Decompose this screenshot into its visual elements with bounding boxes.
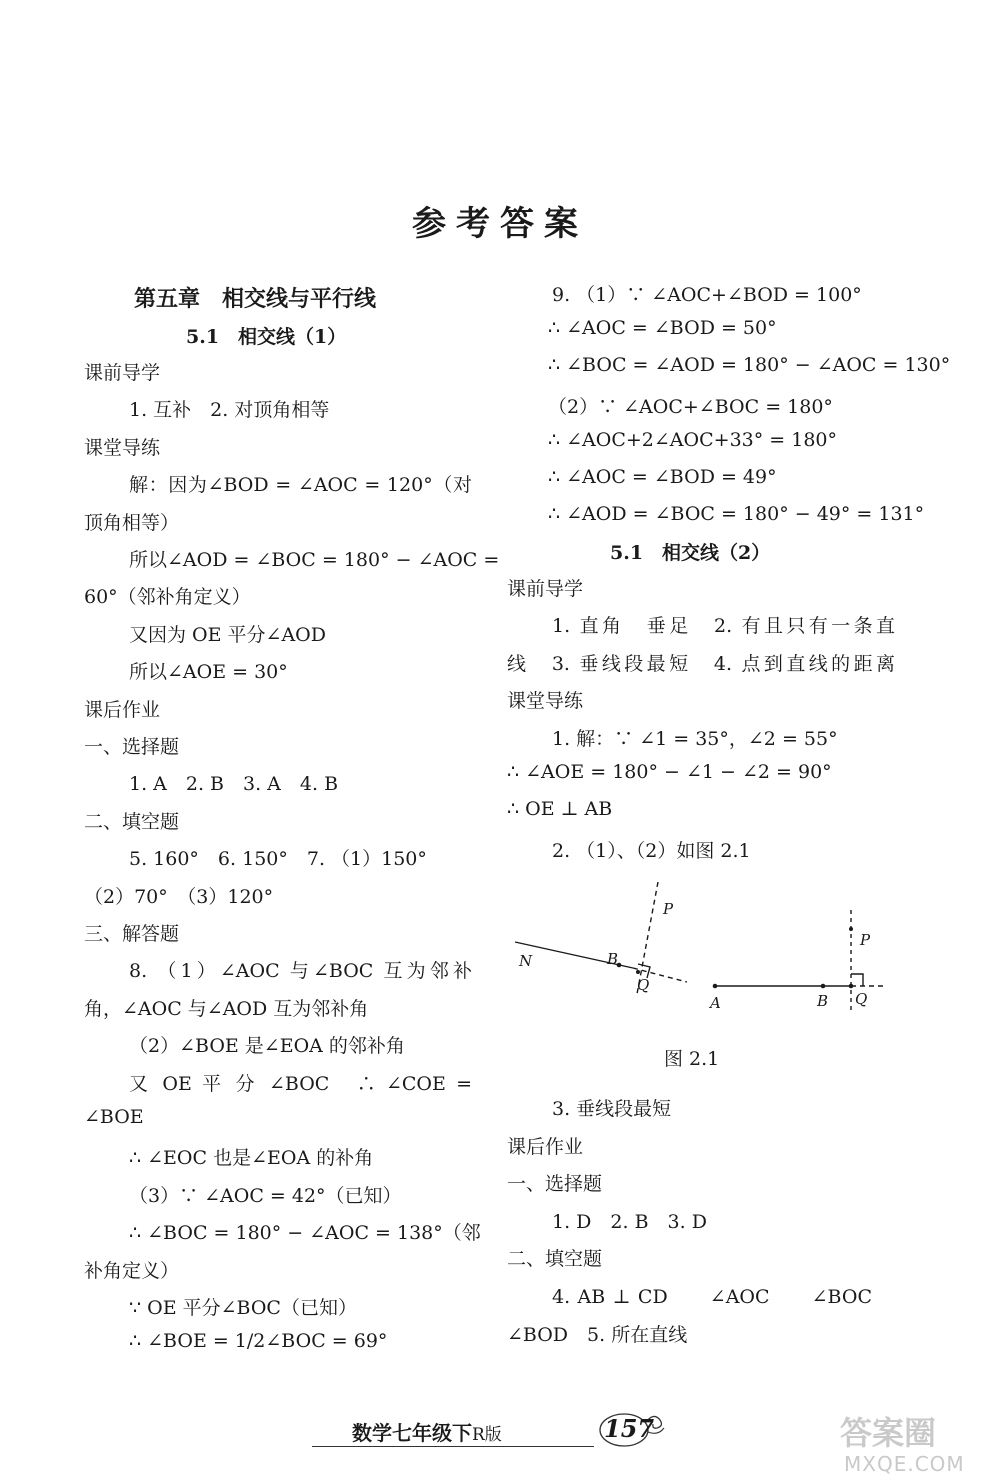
- subheading-left-10: 一、选择题: [84, 736, 180, 758]
- section-heading-1: 5.1 相交线（1）: [186, 326, 347, 348]
- page-number: 157: [604, 1414, 655, 1443]
- point-a: [713, 984, 718, 989]
- watermark-logo: 答案圈: [840, 1414, 937, 1452]
- figure-caption: 图 2.1: [664, 1048, 720, 1070]
- text-line-left-16: 8. （1）∠AOC 与∠BOC 互为邻补: [129, 960, 472, 983]
- text-line-right-bot-6: ∠BOD 5. 所在直线: [507, 1323, 688, 1346]
- text-line-left-3: 解：因为∠BOD = ∠AOC = 120°（对: [129, 474, 472, 497]
- chapter-heading: 第五章 相交线与平行线: [134, 286, 377, 312]
- text-line-right-top-0: 9. （1）∵ ∠AOC+∠BOD = 100°: [552, 284, 862, 306]
- point-p2: [849, 927, 853, 931]
- text-line-left-14: （2）70° （3）120°: [84, 885, 274, 908]
- text-line-left-22: （3）∵ ∠AOC = 42°（已知）: [129, 1184, 402, 1207]
- text-line-left-23: ∴ ∠BOC = 180° − ∠AOC = 138°（邻: [129, 1222, 481, 1245]
- text-line-right-top-2: ∴ ∠BOC = ∠AOD = 180° − ∠AOC = 130°: [548, 354, 951, 377]
- label-a: A: [710, 994, 721, 1012]
- text-line-right-bot-3: 1. D 2. B 3. D: [552, 1210, 707, 1233]
- text-line-right-top-6: ∴ ∠AOD = ∠BOC = 180° − 49° = 131°: [548, 503, 925, 526]
- page-title: 参考答案: [412, 204, 588, 244]
- text-line-left-18: （2）∠BOE 是∠EOA 的邻补角: [129, 1035, 405, 1058]
- figure-2-1: [505, 872, 895, 1022]
- section-heading-2: 5.1 相交线（2）: [610, 542, 771, 564]
- label-b2: B: [817, 992, 829, 1010]
- text-line-left-17: 角，∠AOC 与∠AOD 互为邻补角: [84, 997, 369, 1020]
- text-line-left-24: 补角定义）: [84, 1259, 180, 1282]
- subheading-right-bot-2: 一、选择题: [507, 1173, 603, 1196]
- subheading-left-9: 课后作业: [84, 698, 161, 721]
- text-line-left-7: 又因为 OE 平分∠AOD: [129, 623, 326, 646]
- page-number-badge: [598, 1408, 670, 1448]
- label-p1: P: [663, 900, 674, 918]
- text-line-left-1: 1. 互补 2. 对顶角相等: [129, 399, 330, 422]
- text-line-right-mid-7: 2. （1）、（2）如图 2.1: [552, 839, 751, 862]
- footer-book: [352, 1417, 502, 1446]
- footer-rule: [312, 1446, 594, 1447]
- subheading-left-12: 二、填空题: [84, 810, 180, 833]
- footer-edition: R版: [472, 1425, 502, 1445]
- label-q1: Q: [637, 976, 650, 994]
- text-line-left-5: 所以∠AOD = ∠BOC = 180° − ∠AOC =: [129, 549, 500, 571]
- text-line-right-mid-2: 线 3. 垂线段最短 4. 点到直线的距离: [507, 652, 895, 675]
- text-line-left-20: ∠BOE: [84, 1106, 144, 1128]
- label-p2: P: [860, 931, 871, 949]
- text-line-left-21: ∴ ∠EOC 也是∠EOA 的补角: [129, 1147, 374, 1170]
- text-line-right-mid-5: ∴ ∠AOE = 180° − ∠1 − ∠2 = 90°: [507, 761, 832, 783]
- text-line-right-mid-1: 1. 直角 垂足 2. 有且只有一条直: [552, 615, 895, 638]
- label-b1: B: [607, 950, 619, 968]
- text-line-left-11: 1. A 2. B 3. A 4. B: [129, 773, 339, 796]
- point-q2: [849, 984, 854, 989]
- footer-book-title: 数学七年级下: [352, 1421, 472, 1445]
- text-line-right-mid-4: 1. 解：∵ ∠1 = 35°，∠2 = 55°: [552, 727, 838, 750]
- text-line-left-25: ∵ OE 平分∠BOC（已知）: [129, 1297, 357, 1319]
- text-line-left-4: 顶角相等）: [84, 511, 180, 534]
- subheading-right-bot-4: 二、填空题: [507, 1248, 603, 1271]
- text-line-left-6: 60°（邻补角定义）: [84, 586, 251, 609]
- text-line-left-13: 5. 160° 6. 150° 7. （1）150°: [129, 848, 427, 871]
- text-line-right-mid-6: ∴ OE ⊥ AB: [507, 798, 613, 821]
- right-angle-mark-2: [851, 974, 863, 986]
- subheading-left-2: 课堂导练: [84, 436, 161, 459]
- subheading-left-15: 三、解答题: [84, 923, 180, 945]
- text-line-left-19: 又 OE 平 分 ∠BOC ∴ ∠COE =: [129, 1072, 472, 1095]
- subheading-right-mid-3: 课堂导练: [507, 690, 584, 713]
- text-line-left-8: 所以∠AOE = 30°: [129, 661, 288, 684]
- text-line-right-bot-5: 4. AB ⊥ CD ∠AOC ∠BOC: [552, 1286, 872, 1308]
- subheading-right-mid-0: 课前导学: [507, 578, 584, 600]
- label-n: N: [519, 952, 533, 970]
- text-line-left-26: ∴ ∠BOE = 1/2∠BOC = 69°: [129, 1330, 388, 1353]
- label-q2: Q: [855, 990, 868, 1008]
- watermark-url: MXQE.COM: [844, 1452, 965, 1476]
- point-q1: [636, 970, 640, 974]
- text-line-right-top-1: ∴ ∠AOC = ∠BOD = 50°: [548, 317, 777, 340]
- text-line-right-bot-0: 3. 垂线段最短: [552, 1098, 672, 1120]
- subheading-left-0: 课前导学: [84, 362, 161, 384]
- text-line-right-top-4: ∴ ∠AOC+2∠AOC+33° = 180°: [548, 428, 838, 451]
- point-b2: [821, 984, 826, 989]
- text-line-right-top-5: ∴ ∠AOC = ∠BOD = 49°: [548, 466, 777, 488]
- subheading-right-bot-1: 课后作业: [507, 1135, 584, 1158]
- text-line-right-top-3: （2）∵ ∠AOC+∠BOC = 180°: [548, 395, 833, 418]
